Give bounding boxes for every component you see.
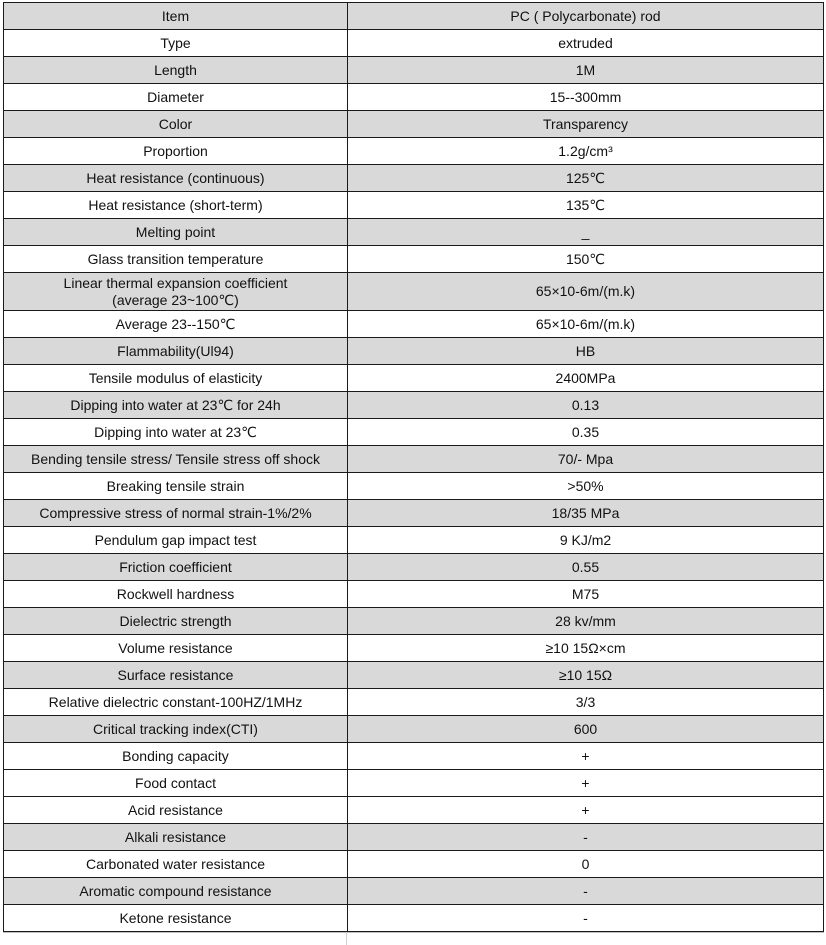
row-value: 65×10-6m/(m.k): [348, 273, 824, 311]
spec-table: [3, 2, 824, 932]
table-row: [4, 111, 824, 138]
row-label: Friction coefficient: [4, 554, 348, 581]
table-row: [4, 473, 824, 500]
table-row: [4, 84, 824, 111]
row-value: 1M: [348, 57, 824, 84]
table-row: [4, 311, 824, 338]
row-label: Melting point: [4, 219, 348, 246]
row-value: 2400MPa: [348, 365, 824, 392]
row-value: 0.35: [348, 419, 824, 446]
table-bottom-divider: [3, 932, 824, 933]
row-label: Glass transition temperature: [4, 246, 348, 273]
row-label: Volume resistance: [4, 635, 348, 662]
table-row: [4, 851, 824, 878]
table-row: [4, 797, 824, 824]
table-row: [4, 192, 824, 219]
table-row: [4, 500, 824, 527]
row-label: Surface resistance: [4, 662, 348, 689]
row-label: Dipping into water at 23℃ for 24h: [4, 392, 348, 419]
row-label: Diameter: [4, 84, 348, 111]
row-value: 15--300mm: [348, 84, 824, 111]
row-value: 125℃: [348, 165, 824, 192]
row-label: Heat resistance (short-term): [4, 192, 348, 219]
row-value: HB: [348, 338, 824, 365]
row-label: Breaking tensile strain: [4, 473, 348, 500]
row-value: 28 kv/mm: [348, 608, 824, 635]
row-label: Tensile modulus of elasticity: [4, 365, 348, 392]
table-row: [4, 824, 824, 851]
row-value: extruded: [348, 30, 824, 57]
row-label: Carbonated water resistance: [4, 851, 348, 878]
row-value: +: [348, 797, 824, 824]
row-value: 3/3: [348, 689, 824, 716]
row-value: Transparency: [348, 111, 824, 138]
table-row: [4, 446, 824, 473]
row-label: Relative dielectric constant-100HZ/1MHz: [4, 689, 348, 716]
row-label: Critical tracking index(CTI): [4, 716, 348, 743]
row-label: Aromatic compound resistance: [4, 878, 348, 905]
table-row: [4, 905, 824, 932]
row-value: +: [348, 770, 824, 797]
table-row: [4, 338, 824, 365]
row-label: Heat resistance (continuous): [4, 165, 348, 192]
table-row: [4, 392, 824, 419]
row-label: Type: [4, 30, 348, 57]
table-row: [4, 165, 824, 192]
row-value: 70/- Mpa: [348, 446, 824, 473]
row-value: 0.55: [348, 554, 824, 581]
row-label: Length: [4, 57, 348, 84]
table-row: [4, 635, 824, 662]
row-label: Flammability(Ul94): [4, 338, 348, 365]
row-label: Bonding capacity: [4, 743, 348, 770]
table-row: [4, 581, 824, 608]
table-row: [4, 419, 824, 446]
table-row: [4, 57, 824, 84]
row-value: 135℃: [348, 192, 824, 219]
row-label: Acid resistance: [4, 797, 348, 824]
row-value: 600: [348, 716, 824, 743]
header-value-cell: PC ( Polycarbonate) rod: [348, 3, 824, 30]
row-label: Alkali resistance: [4, 824, 348, 851]
row-value: M75: [348, 581, 824, 608]
column-divider-tail: [346, 932, 347, 945]
table-row: [4, 138, 824, 165]
row-value: 18/35 MPa: [348, 500, 824, 527]
row-value: ≥10 15Ω: [348, 662, 824, 689]
header-item-cell: Item: [4, 3, 348, 30]
row-label: Ketone resistance: [4, 905, 348, 932]
table-row: [4, 743, 824, 770]
table-row: [4, 878, 824, 905]
table-row: [4, 246, 824, 273]
row-label: Food contact: [4, 770, 348, 797]
row-value: 0.13: [348, 392, 824, 419]
row-value: -: [348, 905, 824, 932]
row-label: Bending tensile stress/ Tensile stress off shock: [4, 446, 348, 473]
row-label: Linear thermal expansion coefficient (average 23~100℃): [4, 273, 348, 311]
table-row: [4, 273, 824, 311]
row-label: Compressive stress of normal strain-1%/2%: [4, 500, 348, 527]
row-value: 9 KJ/m2: [348, 527, 824, 554]
row-value: >50%: [348, 473, 824, 500]
table-row: [4, 770, 824, 797]
table-row: [4, 527, 824, 554]
row-value: ≥10 15Ω×cm: [348, 635, 824, 662]
row-label: Pendulum gap impact test: [4, 527, 348, 554]
row-label: Average 23--150℃: [4, 311, 348, 338]
row-value: 150℃: [348, 246, 824, 273]
row-label: Color: [4, 111, 348, 138]
row-value: 65×10-6m/(m.k): [348, 311, 824, 338]
table-row: [4, 219, 824, 246]
row-value: _: [348, 219, 824, 246]
table-row: [4, 365, 824, 392]
row-label: Dielectric strength: [4, 608, 348, 635]
table-row: [4, 689, 824, 716]
table-row: [4, 608, 824, 635]
row-label: Proportion: [4, 138, 348, 165]
table-row: [4, 30, 824, 57]
row-value: 1.2g/cm³: [348, 138, 824, 165]
table-row: [4, 716, 824, 743]
row-label: Rockwell hardness: [4, 581, 348, 608]
table-header-row: [4, 3, 824, 30]
row-label: Dipping into water at 23℃: [4, 419, 348, 446]
row-value: -: [348, 824, 824, 851]
table-row: [4, 662, 824, 689]
table-row: [4, 554, 824, 581]
row-value: +: [348, 743, 824, 770]
row-value: -: [348, 878, 824, 905]
row-value: 0: [348, 851, 824, 878]
